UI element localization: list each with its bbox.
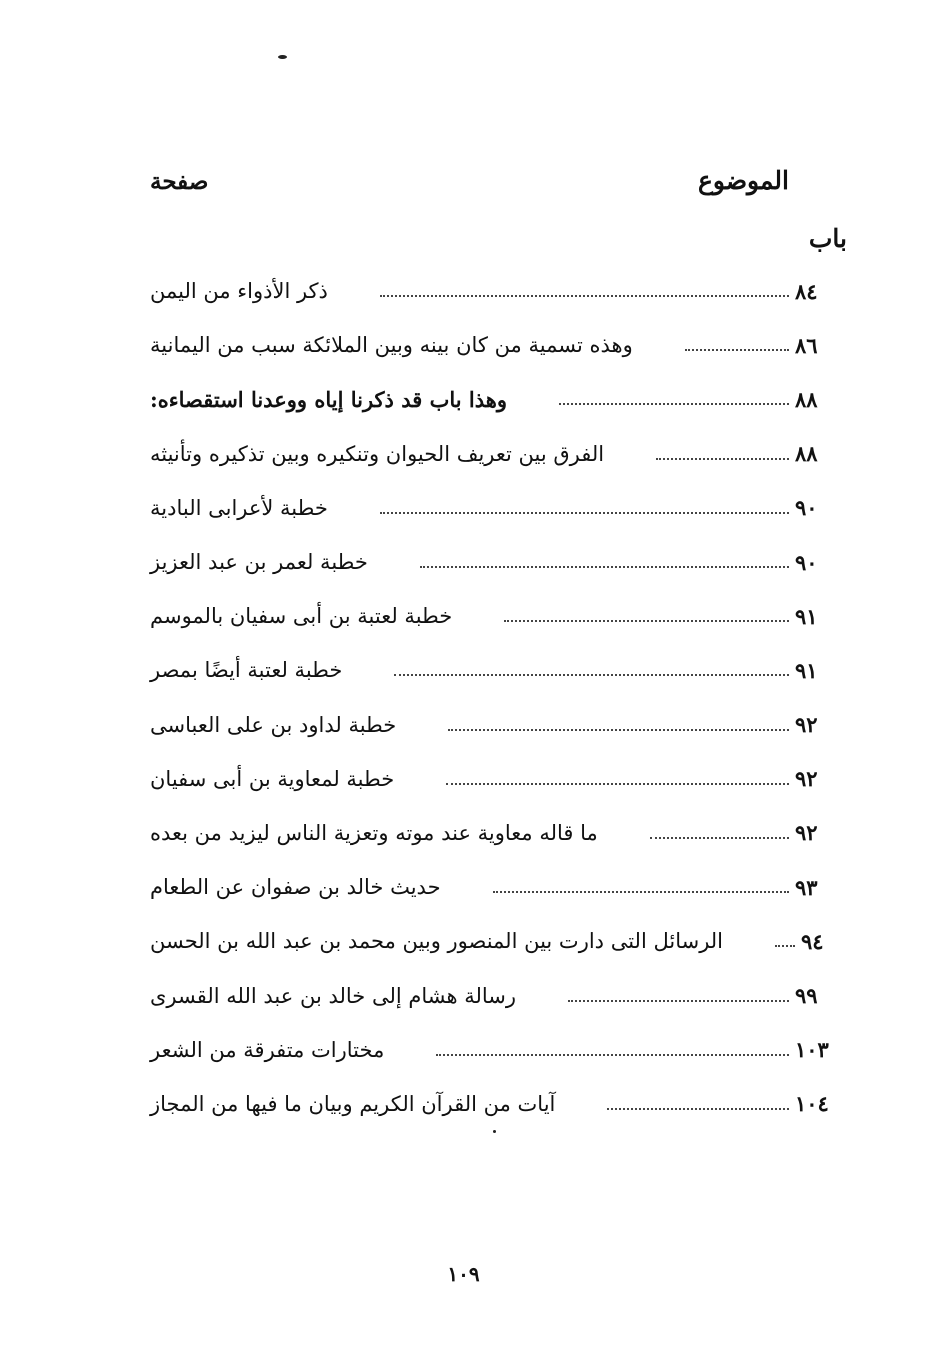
toc-entry — [150, 643, 847, 697]
toc-entry-page: ٩٩ — [795, 983, 818, 1009]
toc-entry-page: ٩١ — [795, 657, 818, 683]
ink-speck — [493, 1130, 496, 1133]
toc-entry — [150, 589, 847, 643]
dot-leader — [380, 512, 789, 514]
toc-entry-page: ٩٤ — [801, 928, 824, 954]
toc-entry-page: ٩٢ — [795, 766, 818, 792]
toc-entry — [150, 752, 847, 806]
dot-leader — [775, 945, 795, 947]
dot-leader — [448, 729, 789, 731]
toc-entry — [150, 372, 847, 426]
dot-leader — [493, 891, 789, 893]
toc-entry-page: ٩٢ — [795, 712, 818, 738]
toc-entry — [150, 698, 847, 752]
toc-entry-title: حديث خالد بن صفوان عن الطعام — [150, 875, 441, 900]
toc-entry-page: ١٠٤ — [795, 1091, 829, 1117]
section-heading: باب — [808, 224, 847, 253]
toc-entry-title: وهذا باب قد ذكرنا إياه ووعدنا استقصاءه: — [150, 386, 507, 412]
toc-entry-page: ٩١ — [795, 603, 818, 629]
toc-entry-title: ذكر الأذواء من اليمن — [150, 279, 328, 304]
toc-entries — [150, 264, 847, 1131]
toc-entry — [150, 1077, 847, 1131]
toc-entry-page: ٨٨ — [795, 386, 818, 412]
dot-leader — [394, 674, 789, 676]
toc-entry — [150, 968, 847, 1022]
toc-entry-page: ١٠٣ — [795, 1037, 829, 1063]
toc-entry — [150, 535, 847, 589]
toc-entry — [150, 481, 847, 535]
toc-entry — [150, 264, 847, 318]
toc-entry-title: خطبة لأعرابى البادية — [150, 495, 328, 520]
dot-leader — [685, 349, 789, 351]
toc-entry-title: الفرق بين تعريف الحيوان وتنكيره وبين تذكيره وتأنيثه — [150, 441, 605, 466]
toc-entry-page: ٩٣ — [795, 874, 818, 900]
toc-entry-title: خطبة لعمر بن عبد العزيز — [150, 550, 368, 575]
dot-leader — [568, 1000, 789, 1002]
toc-entry-title: رسالة هشام إلى خالد بن عبد الله القسرى — [150, 983, 517, 1008]
toc-entry — [150, 1023, 847, 1077]
dot-leader — [656, 458, 789, 460]
dot-leader — [436, 1054, 789, 1056]
ink-speck — [278, 55, 287, 59]
page-column-header: صفحة — [150, 168, 209, 195]
toc-entry-page: ٨٦ — [795, 332, 818, 358]
toc-entry-title: ما قاله معاوية عند موته وتعزية الناس ليزيد من بعده — [150, 820, 598, 845]
toc-entry — [150, 427, 847, 481]
toc-entry-title: خطبة لداود بن على العباسى — [150, 712, 397, 737]
toc-entry-title: وهذه تسمية من كان بينه وبين الملائكة سبب من اليمانية — [150, 333, 633, 358]
dot-leader — [650, 837, 789, 839]
toc-entry-page: ٩٠ — [795, 495, 818, 521]
dot-leader — [607, 1108, 789, 1110]
toc-entry-title: مختارات متفرقة من الشعر — [150, 1037, 385, 1062]
toc-entry — [150, 318, 847, 372]
dot-leader — [380, 295, 789, 297]
dot-leader — [559, 403, 789, 405]
toc-entry — [150, 914, 847, 968]
toc-entry-page: ٨٤ — [795, 278, 818, 304]
toc-entry — [150, 806, 847, 860]
dot-leader — [420, 566, 789, 568]
topic-column-header: الموضوع — [698, 166, 789, 195]
toc-entry-title: الرسائل التى دارت بين المنصور وبين محمد بن عبد الله بن الحسن — [150, 929, 724, 954]
toc-entry-page: ٩٠ — [795, 549, 818, 575]
toc-entry-title: آيات من القرآن الكريم وبيان ما فيها من المجاز — [150, 1091, 556, 1116]
toc-entry-page: ٩٢ — [795, 820, 818, 846]
toc-entry-page: ٨٨ — [795, 441, 818, 467]
page-number: ١٠٩ — [447, 1262, 480, 1286]
dot-leader — [504, 620, 789, 622]
toc-entry-title: خطبة لمعاوية بن أبى سفيان — [150, 766, 395, 791]
toc-entry — [150, 860, 847, 914]
toc-entry-title: خطبة لعتبة أيضًا بمصر — [150, 658, 343, 683]
dot-leader — [446, 783, 789, 785]
toc-entry-title: خطبة لعتبة بن أبى سفيان بالموسم — [150, 604, 453, 629]
